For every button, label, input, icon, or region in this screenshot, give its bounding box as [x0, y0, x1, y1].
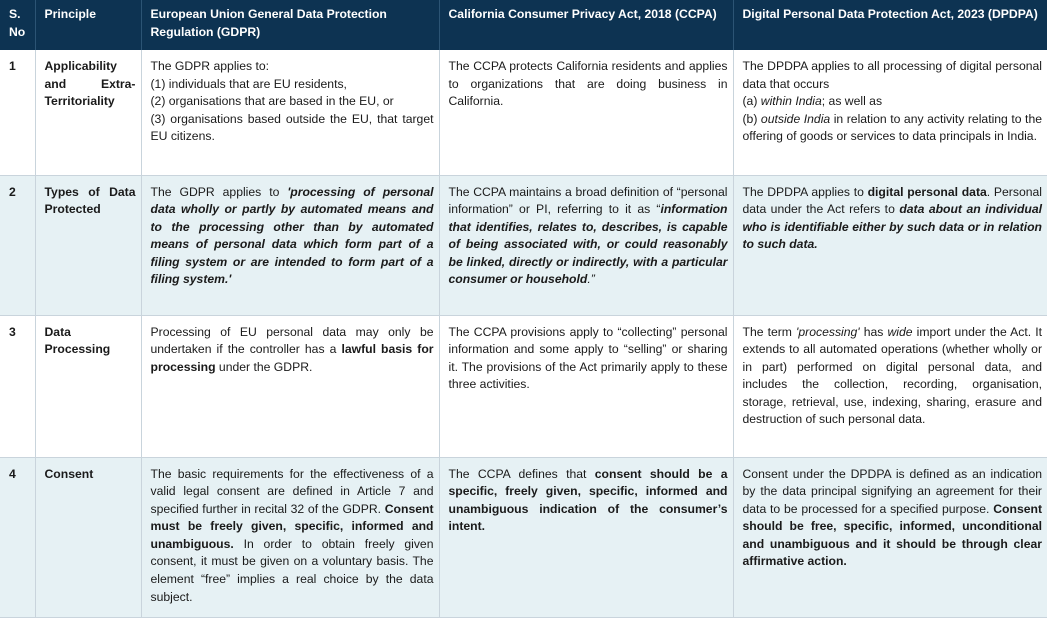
item-text: ; as well as: [821, 94, 883, 109]
emphasis: within India: [760, 94, 822, 109]
dpdpa-text-end: import under the Act. It extends to all automated operations (whether wholly or in part) performed on digital personal data, and includes the collection, recording, organisation, storage, retrieval, use, indexing, sharing, erasure and destruction of such personal data.: [742, 324, 1042, 427]
gdpr-quote: 'processing of personal data wholly or partly by automated means and to the processing other than by automated means of personal data which form part of a filing system or are intended to form part of a filing system.': [150, 184, 434, 287]
row-number: 2: [0, 175, 35, 315]
gdpr-cell: [141, 315, 439, 457]
ccpa-cell: [439, 175, 733, 315]
dpdpa-text: Consent under the DPDPA is defined as an indication by the data principal signifying an agreement for their data to be processed for a specified purpose.: [742, 466, 1042, 516]
item-prefix: (b): [742, 111, 761, 126]
header-principle: Principle: [35, 0, 141, 50]
gdpr-text-end: In order to obtain freely given consent, it must be given on a voluntary basis. The element “free” implies a real choice by the data subject.: [150, 536, 434, 604]
ccpa-text: The CCPA protects California residents and applies to organizations that are doing business in California.: [448, 59, 728, 109]
header-dpdpa: Digital Personal Data Protection Act, 2023 (DPDPA): [742, 7, 1038, 21]
row-number: 1: [0, 50, 35, 175]
ccpa-cell: [439, 457, 733, 617]
ccpa-text: The CCPA maintains a broad definition of “personal information” or PI, referring to it as “: [448, 184, 728, 217]
gdpr-bold: Consent must be freely given, specific, informed and unambiguous.: [150, 501, 434, 551]
gdpr-text-end: under the GDPR.: [215, 359, 313, 374]
header-sno: S. No: [0, 0, 35, 50]
principle-cell: Applicability and Extra-Territoriality: [35, 50, 141, 175]
gdpr-cell: [141, 457, 439, 617]
ccpa-text: The CCPA provisions apply to “collecting” personal information and some apply to “selling” or sharing it. The provisions of the Act primarily apply to these three activities.: [448, 324, 728, 392]
principle-cell: Types of Data Protected: [35, 175, 141, 315]
row-number: 4: [0, 457, 35, 617]
gdpr-intro: The GDPR applies to:: [150, 59, 270, 73]
dpdpa-bold: digital personal data: [867, 184, 987, 199]
dpdpa-cell: [733, 175, 1047, 315]
ccpa-cell: [439, 50, 733, 175]
gdpr-text: The basic requirements for the effectiveness of a valid legal consent are defined in Article 7 and specified further in recital 32 of the GDPR.: [150, 466, 434, 516]
emphasis: outside India: [760, 111, 831, 126]
table-row: [0, 315, 1047, 457]
ccpa-quote: information that identifies, relates to, describes, is capable of being associated with, or could reasonably be linked, directly or indirectly, with a particular consumer or household: [448, 202, 728, 287]
ccpa-text: The CCPA defines that: [448, 466, 595, 481]
header-gdpr: European Union General Data Protection Regulation (GDPR): [141, 0, 439, 50]
dpdpa-cell: [733, 50, 1047, 175]
gdpr-cell: [141, 50, 439, 175]
table-header: [0, 0, 1047, 50]
ccpa-cell: [439, 315, 733, 457]
gdpr-bold: lawful basis for processing: [150, 342, 434, 374]
principle-cell: Data Processing: [35, 315, 141, 457]
ccpa-text-end: .”: [587, 272, 595, 287]
gdpr-cell: [141, 175, 439, 315]
dpdpa-item-b: [743, 111, 1043, 146]
item-text: in relation to any activity relating to the offering of goods or services to data principals in India.: [742, 111, 1042, 144]
dpdpa-item-a: [743, 93, 1043, 111]
dpdpa-text: has: [859, 324, 888, 339]
gdpr-item: (2) organisations that are based in the EU, or: [150, 94, 394, 109]
dpdpa-bold: Consent should be free, specific, informed, unconditional and unambiguous and it should be through clear affirmative action.: [742, 501, 1042, 569]
emphasis: wide: [887, 324, 913, 339]
gdpr-text: Processing of EU personal data may only be undertaken if the controller has a: [150, 324, 434, 357]
dpdpa-quote: data about an individual who is identifiable either by such data or in relation to such data.: [742, 202, 1043, 252]
table-row: [0, 457, 1047, 617]
gdpr-item: (1) individuals that are EU residents,: [150, 76, 347, 91]
item-prefix: (a): [742, 94, 761, 109]
emphasis: 'processing': [796, 324, 860, 339]
principle-cell: Consent: [35, 457, 141, 617]
dpdpa-intro: The DPDPA applies to all processing of digital personal data that occurs: [742, 59, 1042, 91]
dpdpa-text: The DPDPA applies to: [742, 184, 868, 199]
ccpa-bold: consent should be a specific, freely given, specific, informed and unambiguous indication of the consumer’s intent.: [448, 466, 728, 534]
dpdpa-cell: [733, 457, 1047, 617]
gdpr-item: (3) organisations based outside the EU, that target EU citizens.: [150, 111, 434, 144]
dpdpa-text: The term: [742, 324, 797, 339]
dpdpa-text: . Personal data under the Act refers to: [742, 184, 1042, 217]
table-row: [0, 50, 1047, 175]
table-row: [0, 175, 1047, 315]
gdpr-text: The GDPR applies to: [150, 184, 288, 199]
header-row: [0, 0, 1047, 50]
row-number: 3: [0, 315, 35, 457]
dpdpa-cell: [733, 315, 1047, 457]
header-ccpa: California Consumer Privacy Act, 2018 (CCPA): [439, 0, 733, 50]
